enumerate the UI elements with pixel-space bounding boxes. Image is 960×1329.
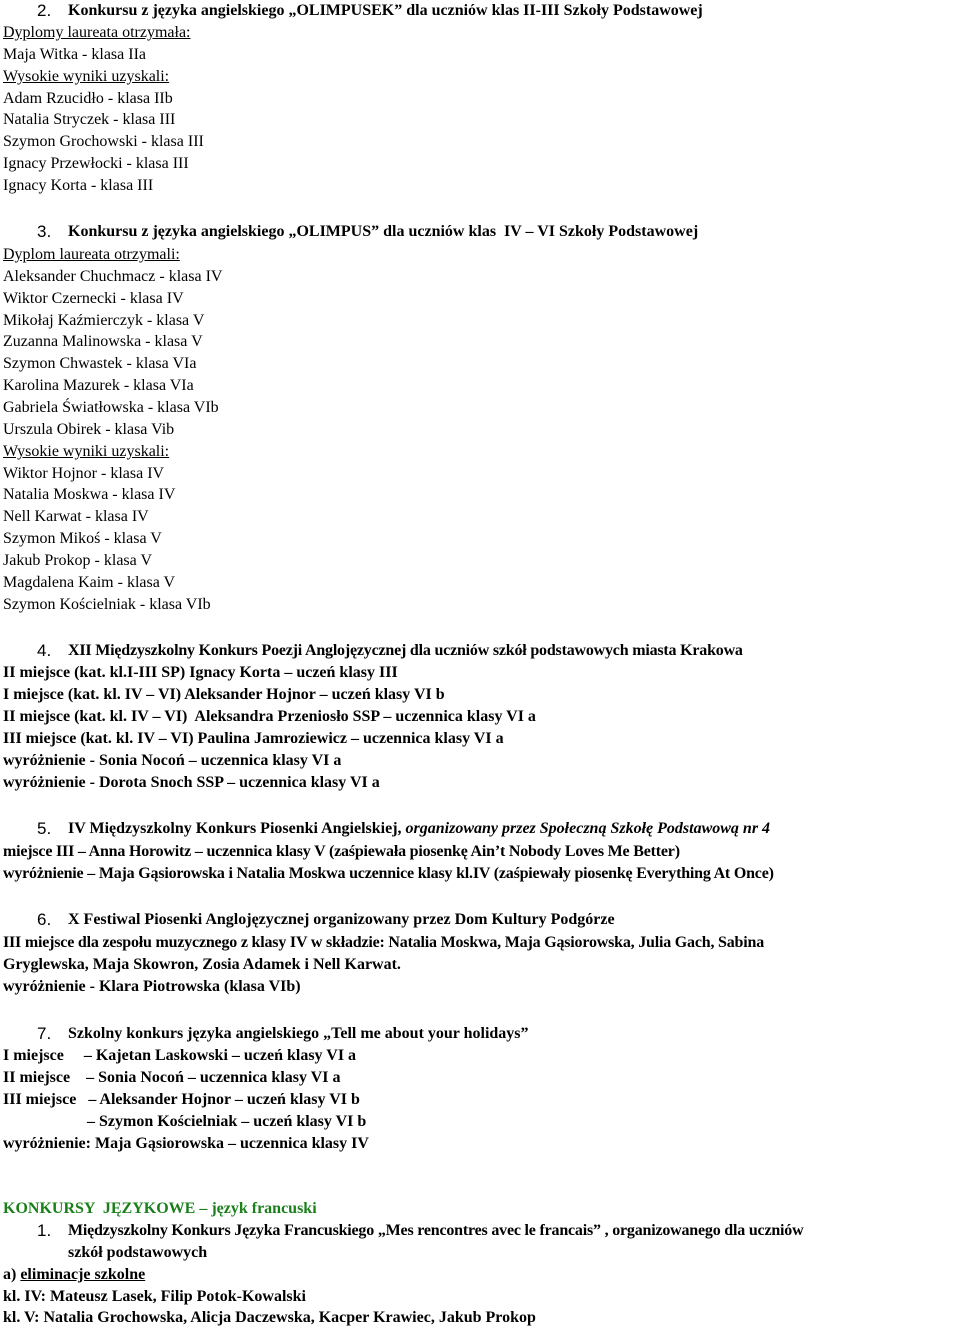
section-title-continuation: szkół podstawowych: [68, 1244, 208, 1261]
result-line: wyróżnienie – Maja Gąsiorowska i Natalia Moskwa uczennice klasy kl.IV (zaśpiewały piosenkę Everything At Once): [3, 865, 774, 882]
section-number: 1.: [37, 1221, 52, 1240]
list-item: Karolina Mazurek - klasa VIa: [3, 377, 194, 394]
subheading-text: eliminacje szkolne: [20, 1266, 146, 1283]
list-item: Natalia Stryczek - klasa III: [3, 111, 176, 128]
section-number: 6.: [37, 910, 52, 929]
subheading: Dyplom laureata otrzymali:: [3, 246, 180, 263]
section-title: Międzyszkolny Konkurs Języka Francuskiego „Mes rencontres avec le francais” , organizowanego dla uczniów: [68, 1222, 804, 1239]
subheading-prefix: a): [3, 1266, 21, 1283]
result-line: III miejsce dla zespołu muzycznego z klasy IV w składzie: Natalia Moskwa, Maja Gąsiorowska, Julia Gach, Sabina: [3, 934, 764, 951]
subheading: Wysokie wyniki uzyskali:: [3, 68, 170, 85]
list-item: Natalia Moskwa - klasa IV: [3, 486, 176, 503]
section-title: XII Międzyszkolny Konkurs Poezji Anglojęzycznej dla uczniów szkół podstawowych miasta Krakowa: [68, 642, 743, 659]
list-item: Nell Karwat - klasa IV: [3, 508, 149, 525]
result-line: wyróżnienie - Klara Piotrowska (klasa VIb): [3, 978, 301, 995]
section-title: [68, 819, 770, 839]
result-line: I miejsce – Kajetan Laskowski – uczeń klasy VI a: [3, 1047, 357, 1064]
result-line: II miejsce – Sonia Nocoń – uczennica klasy VI a: [3, 1069, 341, 1086]
list-item: Urszula Obirek - klasa Vib: [3, 421, 175, 438]
section-title: X Festiwal Piosenki Anglojęzycznej organizowany przez Dom Kultury Podgórze: [68, 911, 615, 928]
list-item: Maja Witka - klasa IIa: [3, 46, 146, 63]
list-item: Wiktor Hojnor - klasa IV: [3, 465, 165, 482]
list-item: Jakub Prokop - klasa V: [3, 552, 153, 569]
list-item: Ignacy Korta - klasa III: [3, 177, 154, 194]
section-number: 3.: [37, 222, 52, 241]
category-heading: KONKURSY JĘZYKOWE – język francuski: [3, 1200, 317, 1217]
section-number: 2.: [37, 1, 52, 20]
list-item: Zuzanna Malinowska - klasa V: [3, 333, 203, 350]
result-line: I miejsce (kat. kl. IV – VI) Aleksander Hojnor – uczeń klasy VI b: [3, 686, 445, 703]
section-title-organizer: organizowany przez Społeczną Szkołę Podstawową nr 4: [405, 820, 771, 837]
section-number: 5.: [37, 819, 52, 838]
result-line: III miejsce – Aleksander Hojnor – uczeń klasy VI b: [3, 1091, 360, 1108]
section-number: 7.: [37, 1024, 52, 1043]
result-line: II miejsce (kat. kl. IV – VI) Aleksandra Przeniosło SSP – uczennica klasy VI a: [3, 708, 536, 725]
result-line: wyróżnienie - Dorota Snoch SSP – uczennica klasy VI a: [3, 774, 380, 791]
list-item: Aleksander Chuchmacz - klasa IV: [3, 268, 223, 285]
list-item: Gabriela Światłowska - klasa VIb: [3, 399, 219, 416]
subheading: [3, 1265, 145, 1285]
result-line: Gryglewska, Maja Skowron, Zosia Adamek i Nell Karwat.: [3, 956, 401, 973]
list-item: Szymon Kościelniak - klasa VIb: [3, 596, 211, 613]
list-item: Mikołaj Kaźmierczyk - klasa V: [3, 312, 205, 329]
subheading: Wysokie wyniki uzyskali:: [3, 443, 170, 460]
result-line: II miejsce (kat. kl.I-III SP) Ignacy Korta – uczeń klasy III: [3, 664, 398, 681]
section-title-main: IV Międzyszkolny Konkurs Piosenki Angielskiej,: [68, 820, 406, 837]
list-item: Szymon Grochowski - klasa III: [3, 133, 204, 150]
subheading: Dyplomy laureata otrzymała:: [3, 24, 191, 41]
result-line: kl. V: Natalia Grochowska, Alicja Daczewska, Kacper Krawiec, Jakub Prokop: [3, 1309, 536, 1326]
list-item: Szymon Mikoś - klasa V: [3, 530, 162, 547]
section-number: 4.: [37, 641, 52, 660]
section-title: Konkursu z języka angielskiego „OLIMPUSEK” dla uczniów klas II-III Szkoły Podstawowej: [68, 2, 703, 19]
result-line: – Szymon Kościelniak – uczeń klasy VI b: [3, 1113, 367, 1130]
list-item: Adam Rzucidło - klasa IIb: [3, 90, 173, 107]
list-item: Ignacy Przewłocki - klasa III: [3, 155, 189, 172]
section-title: Konkursu z języka angielskiego „OLIMPUS” dla uczniów klas IV – VI Szkoły Podstawowej: [68, 223, 699, 240]
list-item: Szymon Chwastek - klasa VIa: [3, 355, 197, 372]
result-line: miejsce III – Anna Horowitz – uczennica klasy V (zaśpiewała piosenkę Ain’t Nobody Loves Me Better): [3, 843, 680, 860]
result-line: wyróżnienie - Sonia Nocoń – uczennica klasy VI a: [3, 752, 342, 769]
section-title: Szkolny konkurs języka angielskiego „Tell me about your holidays”: [68, 1025, 529, 1042]
list-item: Magdalena Kaim - klasa V: [3, 574, 176, 591]
result-line: wyróżnienie: Maja Gąsiorowska – uczennica klasy IV: [3, 1135, 369, 1152]
result-line: kl. IV: Mateusz Lasek, Filip Potok-Kowalski: [3, 1288, 306, 1305]
list-item: Wiktor Czernecki - klasa IV: [3, 290, 184, 307]
result-line: III miejsce (kat. kl. IV – VI) Paulina Jamroziewicz – uczennica klasy VI a: [3, 730, 504, 747]
